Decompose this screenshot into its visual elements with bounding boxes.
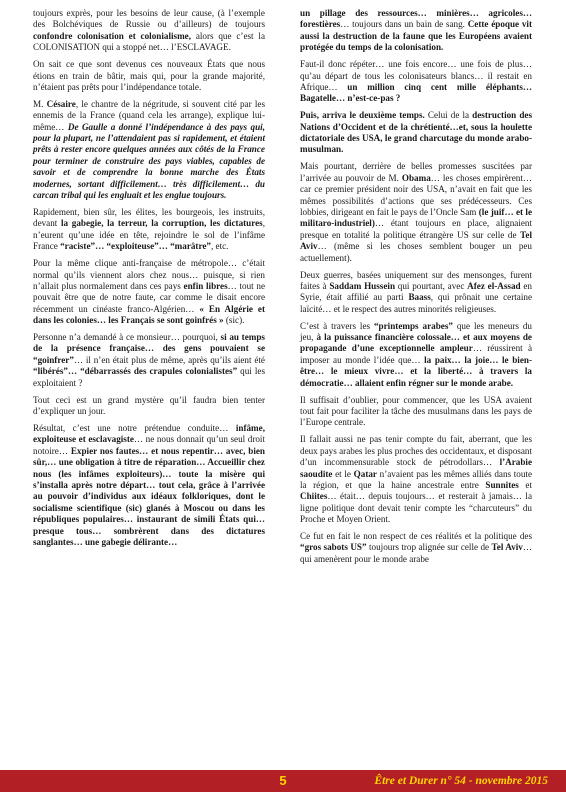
text-run: Sunnites (485, 479, 519, 490)
text-run: infâme, exploiteuse et esclavagiste (33, 422, 265, 445)
text-run: que les meneurs du jeu, (300, 320, 532, 343)
paragraph (33, 423, 265, 548)
right-column (300, 8, 532, 571)
text-run: Résultat, c’est une notre prétendue conduite… (33, 422, 236, 433)
text-run: Chiites (300, 491, 328, 502)
text-run: Baass (408, 292, 431, 303)
paragraph (300, 161, 532, 264)
text-run: M. (33, 98, 47, 109)
text-run: (le juif… et le militaro-industriel) (300, 207, 532, 229)
text-run: en Syrie, était affilié au parti (300, 280, 532, 303)
text-run: (sic). (223, 315, 245, 326)
text-run: … il n’en était plus de même, après qu’ils aient été (73, 354, 265, 365)
text-run: confondre colonisation et colonialisme, (33, 30, 191, 41)
text-run: , le chantre de la négritude, si souvent cité par les ennemis de la France (quand cela les arrange), explique lui-même… (33, 98, 265, 132)
text-run: “gros sabots US” (300, 542, 367, 553)
text-run: Personne n’a demandé à ce monsieur… pourquoi, (33, 332, 221, 343)
text-run: n’avaient pas les mêmes alliés dans toute la région, et que la haine ancestrale entre (300, 468, 533, 490)
journal-issue: Être et Durer n° 54 - novembre 2015 (374, 775, 548, 787)
text-run: un million cinq cent mille éléphants… Bagatelle… n’est-ce-pas ? (300, 81, 532, 104)
paragraph (33, 207, 265, 253)
text-run: “libérés”… “débarrassés des crapules colonialistes” (33, 366, 238, 377)
text-run: un pillage des ressources… minières… agricoles… forestières (300, 8, 532, 30)
text-run: … étant toujours en place, alignaient presque en totalité la politique étrangère US sur celle de (300, 218, 532, 240)
paragraph (300, 531, 532, 565)
paragraph (33, 99, 265, 202)
text-run: enfin libres (183, 280, 228, 291)
paragraph (33, 8, 265, 54)
text-run: Puis, arriva le deuxième temps. (300, 110, 425, 121)
text-run: … qui amenèrent pour le monde arabe (300, 542, 532, 564)
page-footer (0, 764, 566, 800)
text-run: Celui de la (424, 110, 473, 121)
text-run: toujours exprès, pour les besoins de leur cause, (à l’exemple des Bolchéviques de Russie ou d’ailleurs) de toujours (33, 8, 265, 30)
left-column (33, 8, 265, 554)
text-run: la gabegie, la terreur, la corruption, les dictatures (61, 218, 263, 229)
text-run: Ce fut en fait le non respect de ces réalités et la politique des (300, 531, 532, 542)
text-run: Il suffisait d’oublier, pour commencer, que les USA avaient tout fait pour faciliter la tâche des musulmans dans les pays de l’Europe centrale. (300, 394, 532, 428)
text-run: Obama (401, 172, 431, 183)
text-run: Saddam Hussein (329, 280, 396, 291)
text-run: et (518, 479, 532, 490)
text-run: la paix… la joie… le bien-être… le mieux vivre… et la liberté… à travers la démocratie… allaient enfin régner sur le monde arabe. (300, 354, 532, 388)
text-run: « En Algérie et dans les colonies… les Français se sont goinfrés » (33, 303, 266, 326)
paragraph (300, 59, 532, 105)
text-run: “raciste”… “exploiteuse”… “marâtre” (60, 241, 211, 252)
paragraph (300, 321, 532, 389)
paragraph (33, 395, 265, 418)
text-run: Deux guerres, basées uniquement sur des mensonges, furent faites à (300, 269, 532, 291)
text-run: , etc. (210, 241, 229, 252)
paragraph (300, 434, 532, 525)
text-run: Mais pourtant, derrière de belles promesses suscitées par l’arrivée au pouvoir de M. (300, 161, 532, 183)
paragraph (33, 59, 265, 93)
text-run: … toujours dans un bain de sang. (340, 19, 468, 30)
text-run: et le (332, 468, 354, 479)
paragraph (33, 258, 265, 326)
text-run: à la puissance financière colossale… et aux moyens de propagande d’une exceptionnelle ampleur (300, 332, 532, 354)
text-run: … (même si les choses semblent bouger un peu actuellement). (300, 241, 532, 263)
text-run: … ne nous donnait qu’un seul droit notoire… (33, 434, 265, 456)
text-run: Pour la même clique anti-française de métropole… c’était normal qu’ils viennent alors chez nous… puisque, si rien n’allait plus normalement dans ces pays (33, 258, 265, 291)
text-run: C’est à travers les (300, 320, 374, 331)
text-run: Qatar (353, 468, 377, 479)
text-run: l’Arabie saoudite (300, 457, 532, 479)
paragraph (300, 8, 532, 54)
paragraph (300, 395, 532, 429)
text-run: On sait ce que sont devenus ces nouveaux États que nous étions en train de bâtir, mais qui, pour la grande majorité, n’étaient pas prêts pour l’indépendance totale. (33, 59, 265, 92)
paragraph (33, 332, 265, 389)
paragraph (300, 270, 532, 316)
text-run: destruction des Nations d’Occident et de la chrétienté…et, sous la houlette dictatoriale des USA, le grand charcutage du monde arabo-musulman. (300, 110, 532, 155)
text-run: toujours trop alignée sur celle de (366, 542, 492, 553)
text-run: … les choses empirèrent… car ce premier président noir des USA, n’avait en fait que les mêmes possibilités d’actions que ses prédécesseurs. Ces lobbies, dirigeant en fait le pays de l’Oncle Sam (300, 172, 532, 217)
text-run: qui les exploitaient ? (33, 366, 265, 388)
text-run: , n’eurent qu’une idée en tête, rejoindre le sol de l’infâme France (33, 218, 266, 252)
text-run: Afez el-Assad (467, 280, 521, 291)
text-run: … réussirent à imposer au monde l’idée que… (300, 343, 533, 365)
page-number: 5 (279, 773, 287, 788)
text-run: “printemps arabes” (373, 320, 453, 331)
text-run: Cette époque vit aussi la destruction de la faune que les Européens avaient protégée du temps de la colonisation. (300, 19, 533, 53)
text-run: Il fallait aussi ne pas tenir compte du fait, aberrant, que les deux pays arabes les plus proches des occidentaux, et disposant d’un incommensurable stock de pétrodollars… (300, 434, 532, 468)
paragraph (300, 110, 532, 156)
text-run: Césaire (46, 98, 76, 109)
text-run: Tel Aviv (300, 229, 532, 252)
text-run: Tel Aviv (491, 542, 523, 553)
text-run: Tout ceci est un grand mystère qu’il faudra bien tenter d’expliquer un jour. (33, 394, 265, 416)
text-run: … tout ne pouvait être que de notre faute, car comme le disait encore récemment un cinéaste franco-Algérien… (33, 280, 265, 314)
text-run: Expier nos fautes… et nous repentir… avec, bien sûr,… une obligation à titre de réparation… Accueillir chez nous (les infâmes exploiteurs)… toute la misère qui s’installa après notre départ… tout cela, grâce à l’arrivée au pouvoir d’individus aux idéaux folkloriques, dont le socialisme scientifique (sic) glanés à Moscou ou dans les républiques populaires… instaurant de simili États qui… presque tous… sombrèrent dans des dictatures sanglantes… une gabegie délirante… (33, 445, 265, 547)
text-run: alors que c’est la COLONISATION qui a stoppé net… l’ESCLAVAGE. (33, 30, 265, 53)
text-run: Faut-il donc répéter… une fois encore… une fois de plus… qu’au départ de tous les colonisateurs blancs… il restait en Afrique… (300, 59, 532, 92)
text-run: … était… depuis toujours… et resterait à jamais… la ligne politique dont devait tenir compte les “charcuteurs” du Proche et Moyen Orient. (300, 491, 532, 525)
text-run: qui pourtant, avec (395, 280, 468, 291)
text-run: , qui prônait une certaine laïcité… et le respect des autres minorités religieuses. (300, 292, 532, 314)
text-run: Rapidement, bien sûr, les élites, les bourgeois, les instruits, devant (33, 207, 265, 229)
text-run: si au temps de la présence française… des gens pouvaient se “goinfrer” (33, 332, 265, 365)
text-run: De Gaulle a donné l’indépendance à des pays qui, pour la plupart, ne l’attendaient pas si rapidement, et étaient prêts à rester encore quelques années aux côtés de la France pour terminer de construire des pays viables, capables de savoir et de comprendre la bonne marche des États modernes, sortant difficilement… très difficilement… du carcan tribal qui les engluait et les englue toujours. (33, 121, 265, 201)
